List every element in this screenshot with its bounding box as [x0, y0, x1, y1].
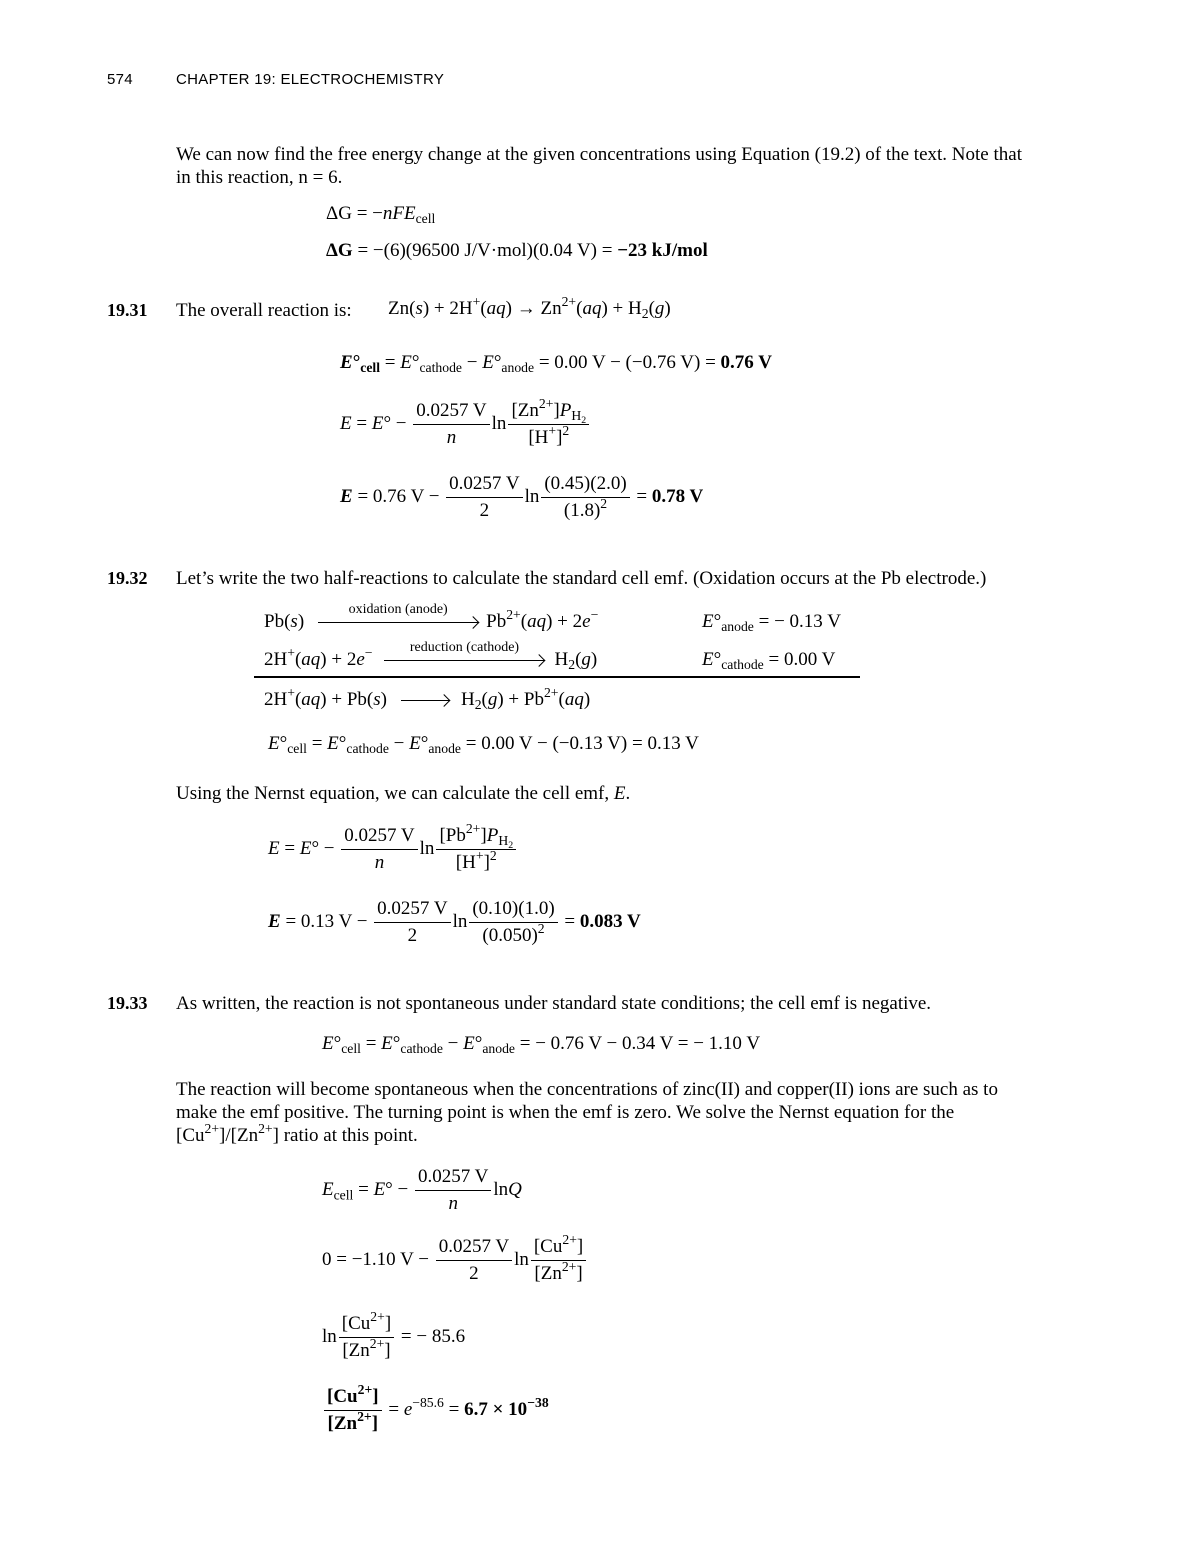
nernst-intro-1932: Using the Nernst equation, we can calculate the cell emf, E.	[176, 783, 631, 804]
final-ratio-1933: $\frac{[Cu^{2+}]}{[Zn^{2+}]}$ = $e^{-85.6} = 6.7 \times 10^{-38}$	[322, 1386, 549, 1436]
nernst-calc-1931: E = 0.76 V − $\frac{0.0257 V}{2}$ ln $\frac{(0.45)(2.0)}{(1.8)^2}$ = 0.78 V	[340, 473, 704, 521]
chapter-title: CHAPTER 19: ELECTROCHEMISTRY	[176, 71, 445, 88]
ln-ratio-1933: ln $\frac{[Cu^{2+}]}{[Zn^{2+}]}$ = − 85.6	[322, 1308, 466, 1361]
overall-reaction-label: The overall reaction is:	[176, 300, 352, 321]
ecell-1933: $E^\circ_{cell} = E^\circ_{cathode} - E^\circ_{anode}$ = − 0.76 V − 0.34 V = − 1.10 V	[322, 1033, 761, 1057]
problem-1933-lead: As written, the reaction is not spontaneous under standard state conditions; the cell emf is negative.	[176, 993, 932, 1014]
nernst-1931: E = E° − $\frac{0.0257 V}{n}$ ln $\frac{[Zn^{2+}]P_{H_2}}{[H^+]^2}$	[340, 400, 591, 450]
reaction-sum-rule	[254, 676, 860, 678]
ecell-1931: $E^\circ_{cell} = E^\circ_{cathode} - E^\circ_{anode} = 0.00$ V − (−0.76 V) = 0.76 V	[340, 352, 772, 376]
spontaneity-paragraph: The reaction will become spontaneous when the concentrations of zinc(II) and copper(II) ions are such as to make the emf positive. The turning point is when the emf is zero. We solve the Nernst equation for the $[Cu^{2+}]/[Zn^{2+}]$ ratio at this point.	[176, 1079, 998, 1146]
overall-reaction-1931: $Zn(s) + 2H^+(aq) \to Zn^{2+}(aq) + H_2(g)$	[388, 293, 671, 322]
half-reaction-intro: Let’s write the two half-reactions to calculate the standard cell emf. (Oxidation occurs at the Pb electrode.)	[176, 568, 987, 589]
overall-reaction-1932: 2H+(aq) + Pb(s) $H_2(g) + Pb^{2+}(aq)$	[264, 684, 591, 713]
problem-number-1932: 19.32	[107, 568, 148, 588]
e-anode-value: $E^\circ_{anode}$ = − 0.13 V	[702, 611, 841, 635]
problem-number-1931: 19.31	[107, 300, 148, 320]
problem-number-1933: 19.33	[107, 993, 148, 1013]
page-number: 574	[107, 71, 133, 88]
intro-paragraph: We can now find the free energy change at the given concentrations using Equation (19.2) of the text. Note that in this reaction, n = 6.	[176, 144, 1022, 188]
e-cathode-value: $E^\circ_{cathode} = 0.00$ V	[702, 649, 836, 673]
oxidation-half-reaction: Pb(s) oxidation (anode) $Pb^{2+}(aq) + 2e^-$	[264, 602, 599, 632]
ecell-1932: $E^\circ_{cell} = E^\circ_{cathode} - E^\circ_{anode} = 0.00$ V − (−0.13 V) = 0.13 V	[268, 733, 699, 757]
nernst-1932: E = E° − $\frac{0.0257 V}{n}$ ln $\frac{[Pb^{2+}]P_{H_2}}{[H^+]^2}$	[268, 825, 518, 875]
reduction-half-reaction: 2H+(aq) + 2e− reduction (cathode) $H_2(g)$	[264, 640, 598, 673]
nernst-calc-1932: E = 0.13 V − $\frac{0.0257 V}{2}$ ln $\frac{(0.10)(1.0)}{(0.050)^2}$ = 0.083 V	[268, 898, 641, 946]
nernst-zero-1933: 0 = −1.10 V − $\frac{0.0257 V}{2}$ ln $\frac{[Cu^{2+}]}{[Zn^{2+}]}$	[322, 1236, 588, 1286]
delta-g-result: ΔG = −(6)(96500 J/V·mol)(0.04 V) = −23 kJ/mol	[326, 240, 708, 261]
nernst-general-1933: $E_{cell} = E^\circ$ − $\frac{0.0257 V}{n}$ lnQ	[322, 1166, 522, 1214]
delta-g-formula: ΔG = −nFE$_{cell}$	[326, 203, 436, 227]
